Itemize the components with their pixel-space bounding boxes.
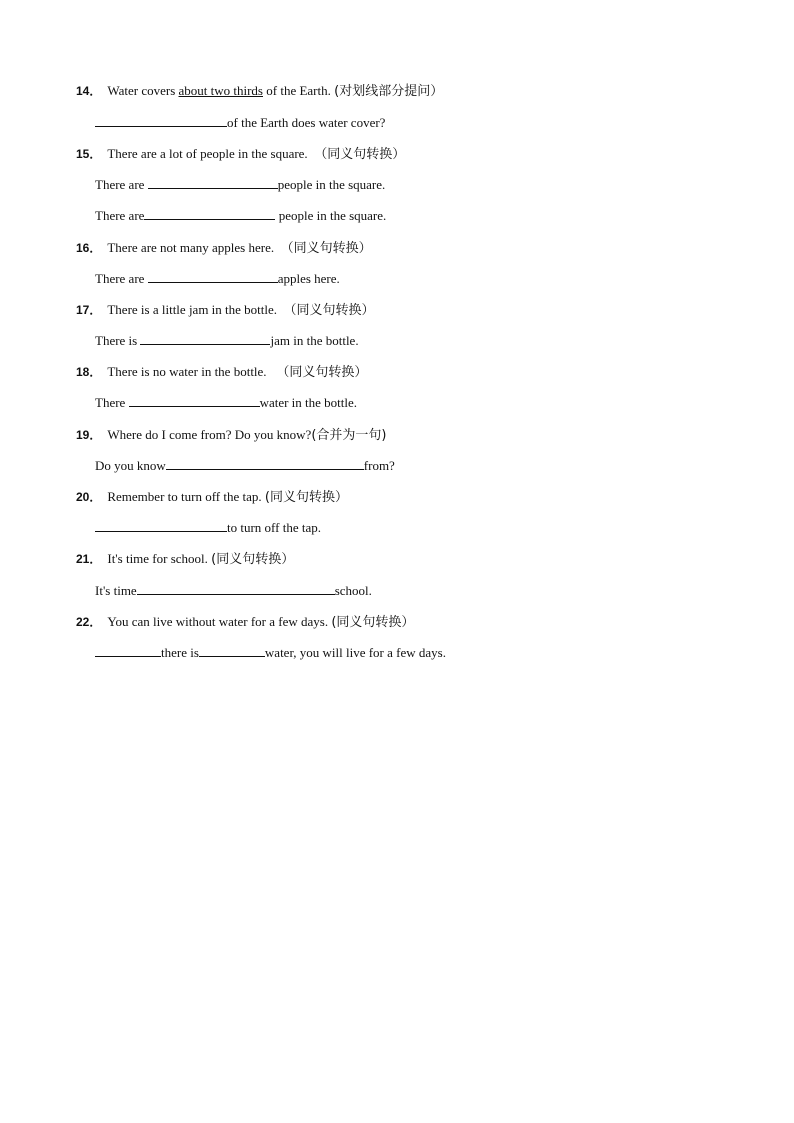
- answer-text: school.: [334, 583, 372, 598]
- question-prompt: Water covers: [107, 83, 179, 98]
- answer-blank[interactable]: [129, 394, 260, 407]
- answer-19: [95, 457, 395, 475]
- answer-text: people in the square.: [277, 177, 386, 192]
- answer-blank[interactable]: [199, 644, 265, 657]
- answer-18: [95, 394, 357, 412]
- question-19: [76, 426, 386, 444]
- underlined-phrase: about two thirds: [178, 83, 263, 98]
- answer-blank[interactable]: [148, 270, 278, 283]
- answer-text: jam in the bottle.: [270, 333, 359, 348]
- answer-text: Do you know: [95, 458, 166, 473]
- answer-16: [95, 270, 340, 288]
- question-instruction: （同义句转换）: [314, 147, 406, 162]
- question-number: 15．: [76, 147, 102, 161]
- answer-17: [95, 332, 359, 350]
- answer-text: There: [95, 395, 129, 410]
- answer-text: water, you will live for a few days.: [264, 645, 446, 660]
- answer-15b: [95, 207, 386, 225]
- question-instruction: (对划线部分提问）: [334, 84, 444, 99]
- question-instruction: （同义句转换）: [280, 241, 372, 256]
- question-20: [76, 488, 348, 506]
- question-prompt-rest: of the Earth.: [263, 83, 331, 98]
- answer-blank[interactable]: [95, 644, 161, 657]
- question-prompt: Where do I come from? Do you know?: [107, 427, 312, 442]
- answer-text: There are: [95, 208, 145, 223]
- question-number: 19．: [76, 428, 102, 442]
- question-16: [76, 239, 372, 257]
- answer-blank[interactable]: [95, 114, 227, 127]
- question-instruction: (同义句转换）: [264, 490, 348, 505]
- question-instruction: (同义句转换）: [211, 552, 295, 567]
- answer-text: apples here.: [277, 271, 340, 286]
- answer-22: [95, 644, 446, 662]
- answer-text: of the Earth does water cover?: [227, 115, 386, 130]
- answer-text: water in the bottle.: [259, 395, 358, 410]
- answer-text: from?: [363, 458, 395, 473]
- answer-text: to turn off the tap.: [227, 520, 321, 535]
- answer-blank[interactable]: [137, 582, 335, 595]
- question-14: [76, 82, 443, 100]
- question-number: 14．: [76, 84, 102, 98]
- question-prompt: There is a little jam in the bottle.: [107, 302, 278, 317]
- question-number: 22．: [76, 615, 102, 629]
- question-instruction: （同义句转换）: [283, 303, 375, 318]
- question-21: [76, 550, 294, 568]
- answer-20: [95, 519, 321, 537]
- question-instruction: (合并为一句): [311, 428, 387, 443]
- answer-text: people in the square.: [275, 208, 387, 223]
- answer-text: There are: [95, 271, 148, 286]
- question-17: [76, 301, 375, 319]
- question-instruction: （同义句转换）: [276, 365, 368, 380]
- question-prompt: There are a lot of people in the square.: [107, 146, 308, 161]
- answer-blank[interactable]: [166, 457, 364, 470]
- question-instruction: (同义句转换）: [331, 615, 415, 630]
- answer-text: There are: [95, 177, 148, 192]
- answer-text: There is: [95, 333, 141, 348]
- question-prompt: You can live without water for a few days.: [107, 614, 329, 629]
- question-number: 21．: [76, 552, 102, 566]
- answer-blank[interactable]: [148, 176, 278, 189]
- question-prompt: There are not many apples here.: [107, 240, 275, 255]
- answer-21: [95, 582, 372, 600]
- question-prompt: There is no water in the bottle.: [107, 364, 267, 379]
- question-number: 18．: [76, 365, 102, 379]
- answer-blank[interactable]: [144, 207, 275, 220]
- question-number: 17．: [76, 303, 102, 317]
- question-number: 16．: [76, 241, 102, 255]
- answer-blank[interactable]: [95, 519, 227, 532]
- answer-text: there is: [161, 645, 199, 660]
- question-number: 20．: [76, 490, 102, 504]
- answer-text: It's time: [95, 583, 137, 598]
- answer-14: [95, 114, 385, 132]
- answer-15a: [95, 176, 385, 194]
- question-18: [76, 363, 367, 381]
- question-22: [76, 613, 414, 631]
- question-prompt: It's time for school.: [107, 551, 208, 566]
- question-15: [76, 145, 405, 163]
- question-prompt: Remember to turn off the tap.: [107, 489, 262, 504]
- answer-blank[interactable]: [140, 332, 270, 345]
